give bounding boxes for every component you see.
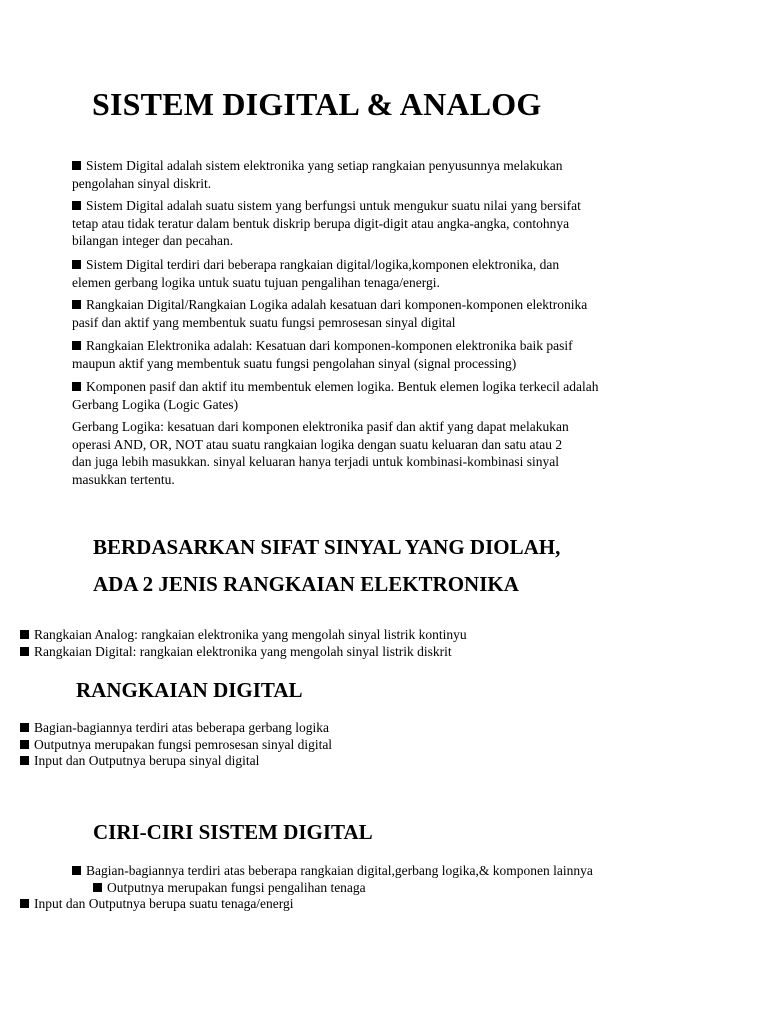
square-bullet-icon	[20, 723, 29, 732]
square-bullet-icon	[72, 300, 81, 309]
section-heading-sifat-line2: ADA 2 JENIS RANGKAIAN ELEKTRONIKA	[93, 572, 519, 596]
square-bullet-icon	[93, 883, 102, 892]
list-item: Outputnya merupakan fungsi pemrosesan sinyal digital	[20, 736, 332, 754]
list-item: Rangkaian Analog: rangkaian elektronika yang mengolah sinyal listrik kontinyu	[20, 626, 467, 644]
list-item: Bagian-bagiannya terdiri atas beberapa rangkaian digital,gerbang logika,& komponen lainnya	[72, 862, 593, 880]
square-bullet-icon	[20, 630, 29, 639]
list-item: Bagian-bagiannya terdiri atas beberapa gerbang logika	[20, 719, 329, 737]
list-item: Input dan Outputnya berupa suatu tenaga/energi	[20, 895, 294, 913]
square-bullet-icon	[72, 866, 81, 875]
list-item: Rangkaian Elektronika adalah: Kesatuan dari komponen-komponen elektronika baik pasif maupun aktif yang membentuk suatu fungsi pengolahan sinyal (signal processing)	[72, 338, 573, 371]
square-bullet-icon	[20, 647, 29, 656]
square-bullet-icon	[72, 161, 81, 170]
square-bullet-icon	[72, 201, 81, 210]
square-bullet-icon	[72, 341, 81, 350]
square-bullet-icon	[20, 740, 29, 749]
list-item: Sistem Digital terdiri dari beberapa rangkaian digital/logika,komponen elektronika, dan elemen gerbang logika untuk suatu tujuan pengalihan tenaga/energi.	[72, 257, 560, 290]
list-item: Rangkaian Digital/Rangkaian Logika adalah kesatuan dari komponen-komponen elektronika pasif dan aktif yang membentuk suatu fungsi pemrosesan sinyal digital	[72, 297, 588, 330]
square-bullet-icon	[20, 899, 29, 908]
page-title: SISTEM DIGITAL & ANALOG	[92, 86, 542, 122]
list-item: Input dan Outputnya berupa sinyal digital	[20, 752, 259, 770]
square-bullet-icon	[72, 382, 81, 391]
section-heading-sifat-line1: BERDASARKAN SIFAT SINYAL YANG DIOLAH,	[93, 535, 561, 559]
section-heading-rangkaian-digital: RANGKAIAN DIGITAL	[76, 678, 303, 702]
list-item: Outputnya merupakan fungsi pengalihan tenaga	[93, 879, 366, 897]
list-item: Rangkaian Digital: rangkaian elektronika yang mengolah sinyal listrik diskrit	[20, 643, 452, 661]
list-item: Sistem Digital adalah suatu sistem yang berfungsi untuk mengukur suatu nilai yang bersifat tetap atau tidak teratur dalam bentuk diskrip berupa digit-digit atau angka-angka, contohnya bilangan integer dan pecahan.	[72, 198, 581, 248]
square-bullet-icon	[20, 756, 29, 765]
square-bullet-icon	[72, 260, 81, 269]
list-item: Sistem Digital adalah sistem elektronika yang setiap rangkaian penyusunnya melakukan pengolahan sinyal diskrit.	[72, 158, 563, 191]
list-item: Komponen pasif dan aktif itu membentuk elemen logika. Bentuk elemen logika terkecil adalah Gerbang Logika (Logic Gates)	[72, 379, 599, 412]
gerbang-logika-paragraph: Gerbang Logika: kesatuan dari komponen elektronika pasif dan aktif yang dapat melakukan operasi AND, OR, NOT atau suatu rangkaian logika dengan suatu keluaran dan satu atau 2 dan juga lebih masukkan. sinyal keluaran hanya terjadi untuk kombinasi-kombinasi sinyal masukkan tertentu.	[72, 419, 569, 487]
section-heading-ciri: CIRI-CIRI SISTEM DIGITAL	[93, 820, 373, 844]
